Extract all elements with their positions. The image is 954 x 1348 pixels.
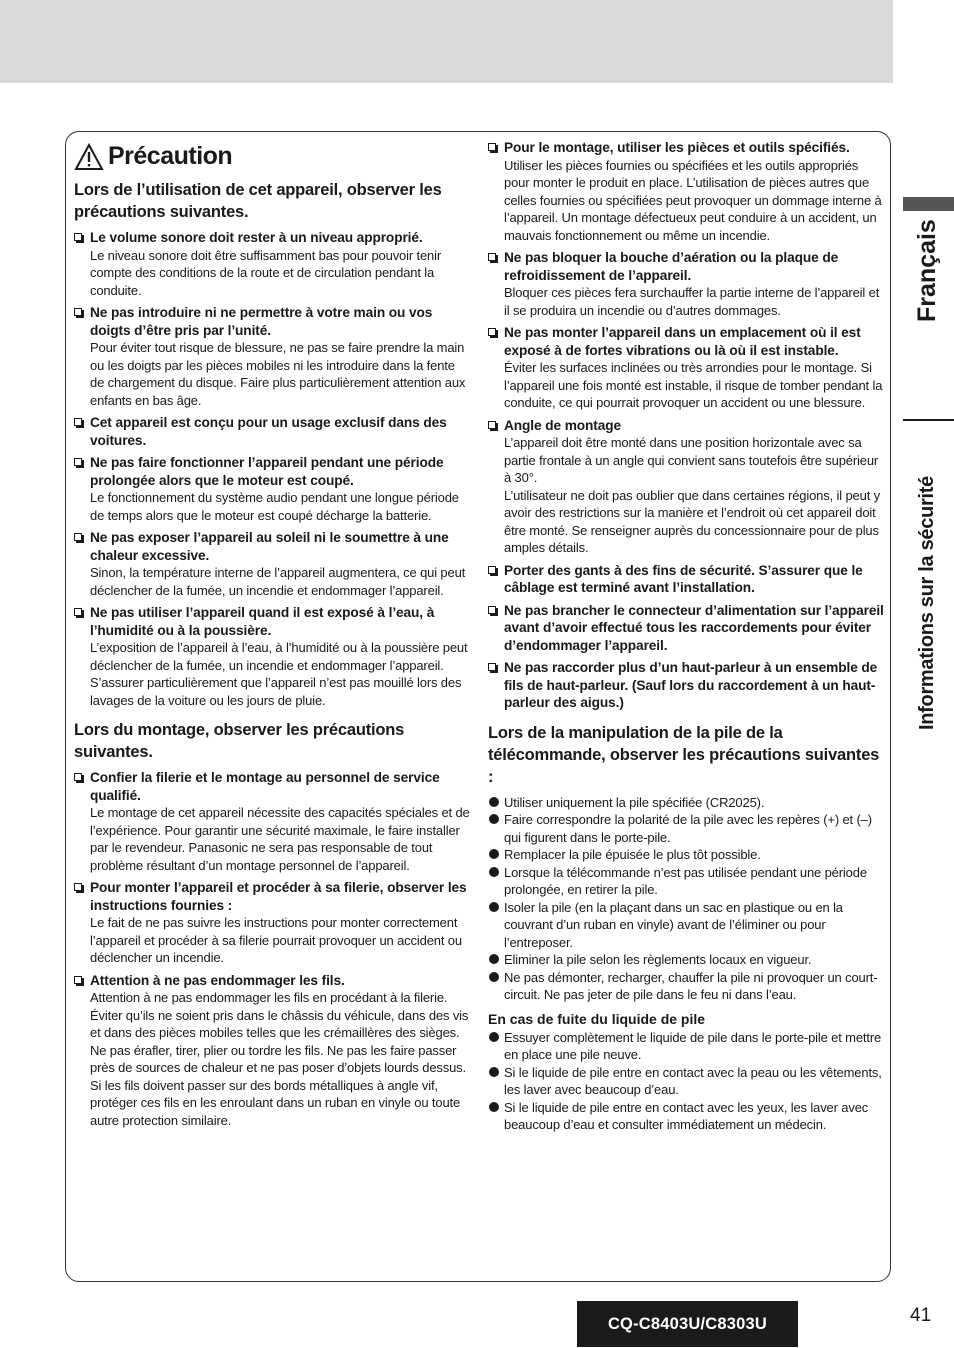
side-tab-language: Français xyxy=(913,219,941,322)
precaution-heading xyxy=(74,529,470,564)
bullet-dot-icon xyxy=(489,954,499,964)
precaution-body: Pour éviter tout risque de blessure, ne pas se faire prendre la main ou les doigts par les pièces mobiles ni les introduire dans la fente de chargement du disque. Faire plus particulièrement attention aux enfants en bas âge. xyxy=(90,340,466,408)
precaution-heading-text: Ne pas raccorder plus d’un haut-parleur à un ensemble de fils de haut-parleur. (Sauf lors du raccordement à un haut-parleur des aigus.) xyxy=(504,660,878,710)
right-column xyxy=(488,139,884,1134)
precaution-body: Le fait de ne pas suivre les instructions pour monter correctement l’appareil et procéder à sa filerie pourrait provoquer un accident ou déclencher un incendie. xyxy=(90,915,462,965)
bullet-item xyxy=(488,794,884,812)
bullet-dot-icon xyxy=(489,849,499,859)
checkbox-bullet-icon xyxy=(488,253,496,261)
checkbox-bullet-icon xyxy=(74,976,82,984)
model-number: CQ-C8403U/C8303U xyxy=(577,1301,798,1347)
checkbox-bullet-icon xyxy=(74,608,82,616)
bullet-item xyxy=(488,1099,884,1134)
precaution-body: Le montage de cet appareil nécessite des capacités spéciales et de l’expérience. Pour garantir une sécurité maximale, le faire installer par le revendeur. Panasonic ne sera pas responsable de tout problème résultant d’un montage personnel de l’appareil. xyxy=(90,805,470,873)
title-row xyxy=(74,142,470,171)
precaution-heading-text: Le volume sonore doit rester à un niveau approprié. xyxy=(90,230,423,245)
precaution-body: L’exposition de l’appareil à l’eau, à l’humidité ou à la poussière peut déclencher de la fumée, un incendie et endommager l’appareil. S’assurer particulièrement que l’appareil n’est pas mouillé lors des lavages de la voiture ou les jours de pluie. xyxy=(90,640,468,708)
bullet-item xyxy=(488,811,884,846)
precaution-body: Éviter les surfaces inclinées ou très arrondies pour le montage. Si l’appareil une fois monté est instable, il risque de tomber pendant la conduite, ce qui pourrait provoquer un accident ou une blessure. xyxy=(504,360,883,410)
precaution-item xyxy=(488,602,884,655)
bullet-item xyxy=(488,1064,884,1099)
precaution-body: Le niveau sonore doit être suffisamment bas pour pouvoir tenir compte des conditions de la route et de circulation pendant la conduite. xyxy=(90,247,442,298)
bullet-text: Faire correspondre la polarité de la pile avec les repères (+) et (–) qui figurent dans le porte-pile. xyxy=(504,812,872,845)
battery-precautions-list xyxy=(488,794,884,1004)
precaution-item xyxy=(488,324,884,412)
precaution-heading xyxy=(488,324,884,359)
checkbox-bullet-icon xyxy=(74,308,82,316)
checkbox-bullet-icon xyxy=(488,606,496,614)
precaution-heading xyxy=(488,249,884,284)
installation-precautions-list xyxy=(488,139,884,712)
precaution-heading xyxy=(74,304,470,339)
precaution-heading xyxy=(74,769,470,804)
bullet-item xyxy=(488,969,884,1004)
checkbox-bullet-icon xyxy=(488,328,496,336)
bullet-text: Si le liquide de pile entre en contact avec la peau ou les vêtements, les laver avec beaucoup d’eau. xyxy=(504,1064,882,1097)
precaution-heading xyxy=(488,602,884,655)
precaution-item xyxy=(74,229,470,299)
bullet-dot-icon xyxy=(489,814,499,824)
section-heading-usage: Lors de l’utilisation de cet appareil, observer les précautions suivantes. xyxy=(74,181,442,221)
precaution-heading-text: Pour le montage, utiliser les pièces et outils spécifiés. xyxy=(504,140,850,155)
precaution-item xyxy=(74,304,470,409)
precaution-heading-text: Attention à ne pas endommager les fils. xyxy=(90,972,345,988)
checkbox-bullet-icon xyxy=(488,663,496,671)
precaution-item xyxy=(74,454,470,524)
bullet-item xyxy=(488,1029,884,1064)
mounting-precautions-list xyxy=(74,769,470,1129)
checkbox-bullet-icon xyxy=(488,143,496,151)
precaution-heading xyxy=(488,139,884,157)
bullet-dot-icon xyxy=(489,902,499,912)
bullet-dot-icon xyxy=(489,797,499,807)
precaution-heading-text: Angle de montage xyxy=(504,417,622,433)
precaution-item xyxy=(74,529,470,599)
precaution-heading-text: Ne pas monter l’appareil dans un emplacement où il est exposé à de fortes vibrations ou là où il est instable. xyxy=(504,325,861,358)
side-tab-section: Informations sur la sécurité xyxy=(916,476,938,730)
section-heading-mounting: Lors du montage, observer les précautions suivantes. xyxy=(74,721,405,761)
bullet-text: Remplacer la pile épuisée le plus tôt possible. xyxy=(504,847,761,862)
bullet-item xyxy=(488,899,884,952)
precaution-heading-text: Pour monter l’appareil et procéder à sa filerie, observer les instructions fournies : xyxy=(90,880,467,913)
precaution-heading-text: Ne pas brancher le connecteur d’alimentation sur l’appareil avant d’avoir effectué tous les raccordements pour éviter d’endommager l’appareil. xyxy=(504,602,884,653)
precaution-item xyxy=(74,972,470,1130)
checkbox-bullet-icon xyxy=(74,458,82,466)
precaution-item xyxy=(488,659,884,712)
checkbox-bullet-icon xyxy=(74,883,82,891)
leak-heading: En cas de fuite du liquide de pile xyxy=(488,1010,706,1027)
precaution-body: Utiliser les pièces fournies ou spécifiées et les outils appropriés pour monter le produit en place. L’utilisation de pièces autres que celles fournies ou spécifiées peut provoquer un dommage interne à l’appareil. Un montage défectueux peut conduire à un accident, un mauvais fonctionnement ou même un incendie. xyxy=(504,157,882,243)
precaution-heading xyxy=(488,659,884,712)
precaution-heading-text: Ne pas bloquer la bouche d’aération ou la plaque de refroidissement de l’appareil. xyxy=(504,250,839,283)
precaution-heading xyxy=(74,972,470,990)
precaution-item xyxy=(74,879,470,967)
precaution-heading-text: Porter des gants à des fins de sécurité. S’assurer que le câblage est terminé avant l’installation. xyxy=(504,562,863,595)
precaution-item xyxy=(488,417,884,557)
checkbox-bullet-icon xyxy=(74,418,82,426)
side-tab-bar xyxy=(903,197,954,211)
left-column xyxy=(74,142,470,1134)
bullet-dot-icon xyxy=(489,1067,499,1077)
bullet-text: Essuyer complètement le liquide de pile dans le porte-pile et mettre en place une pile neuve. xyxy=(504,1029,882,1062)
precaution-heading xyxy=(488,562,884,597)
precaution-item xyxy=(488,249,884,319)
precaution-heading xyxy=(488,417,884,435)
bullet-dot-icon xyxy=(489,1102,499,1112)
checkbox-bullet-icon xyxy=(74,533,82,541)
header-band xyxy=(0,0,893,83)
page-number: 41 xyxy=(910,1305,932,1326)
precaution-heading-text: Ne pas exposer l’appareil au soleil ni le soumettre à une chaleur excessive. xyxy=(90,530,449,563)
bullet-dot-icon xyxy=(489,972,499,982)
checkbox-bullet-icon xyxy=(488,566,496,574)
usage-precautions-list xyxy=(74,229,470,709)
leak-precautions-list xyxy=(488,1029,884,1134)
precaution-body: Le fonctionnement du système audio pendant une longue période de temps alors que le moteur est coupé décharge la batterie. xyxy=(90,490,459,523)
precaution-heading-text: Ne pas utiliser l’appareil quand il est exposé à l’eau, à l’humidité ou à la poussière. xyxy=(90,605,435,638)
page-title: Précaution xyxy=(108,142,233,170)
precaution-heading-text: Cet appareil est conçu pour un usage exclusif dans des voitures. xyxy=(90,415,447,448)
precaution-heading xyxy=(74,414,470,449)
precaution-heading xyxy=(74,229,470,247)
bullet-text: Utiliser uniquement la pile spécifiée (CR2025). xyxy=(504,794,765,810)
precaution-heading xyxy=(74,454,470,489)
side-tab-divider xyxy=(903,419,954,421)
precaution-item xyxy=(74,604,470,709)
bullet-item xyxy=(488,951,884,969)
section-heading-battery: Lors de la manipulation de la pile de la télécommande, observer les précautions suivantes : xyxy=(488,723,880,786)
precaution-heading-text: Ne pas faire fonctionner l’appareil pendant une période prolongée alors que le moteur est coupé. xyxy=(90,455,444,488)
bullet-text: Lorsque la télécommande n’est pas utilisée pendant une période prolongée, en retirer la pile. xyxy=(504,864,867,897)
bullet-text: Eliminer la pile selon les règlements locaux en vigueur. xyxy=(504,952,812,967)
precaution-item xyxy=(488,562,884,597)
bullet-item xyxy=(488,846,884,864)
bullet-text: Ne pas démonter, recharger, chauffer la pile ni provoquer un court-circuit. Ne pas jeter de pile dans le feu ni dans l’eau. xyxy=(504,969,878,1002)
bullet-item xyxy=(488,864,884,899)
precaution-body: Sinon, la température interne de l’appareil augmentera, ce qui peut déclencher de la fumée, un incendie et endommager l’appareil. xyxy=(90,565,466,598)
precaution-item xyxy=(74,769,470,874)
precaution-body: L’appareil doit être monté dans une position horizontale avec sa partie frontale à un angle qui convient sans toutefois être supérieur à 30°. L’utilisateur ne doit pas oublier que dans certaines régions, il peut y avoir des restrictions sur la manière et l’endroit où cet appareil doit être monté. Se renseigner auprès du concessionnaire pour de plus amples détails. xyxy=(504,435,880,555)
precaution-heading xyxy=(74,604,470,639)
precaution-heading xyxy=(74,879,470,914)
precaution-body: Attention à ne pas endommager les fils en procédant à la filerie. Éviter qu’ils ne soient pris dans le châssis du véhicule, dans des vis et dans des pièces mobiles telles que les crémaillères des sièges. Ne pas érafler, tirer, plier ou tordre les fils. Ne pas les faire passer près de sources de chaleur et ne pas poser d’objets lourds dessus. Si les fils doivent passer sur des bords métalliques à angle vif, protéger ces fils en les enroulant dans un ruban en vinyle ou toute autre protection similaire. xyxy=(90,990,469,1128)
bullet-dot-icon xyxy=(489,1032,499,1042)
bullet-text: Isoler la pile (en la plaçant dans un sac en plastique ou en la couvrant d’un ruban en vinyle) avant de l’éliminer ou pour l’entreposer. xyxy=(504,899,843,950)
precaution-heading-text: Confier la filerie et le montage au personnel de service qualifié. xyxy=(90,770,440,803)
precaution-item xyxy=(488,139,884,244)
bullet-dot-icon xyxy=(489,867,499,877)
checkbox-bullet-icon xyxy=(488,421,496,429)
precaution-body: Bloquer ces pièces fera surchauffer la partie interne de l’appareil et il se produira un incendie ou d’autres dommages. xyxy=(504,285,880,318)
warning-icon xyxy=(74,143,104,171)
checkbox-bullet-icon xyxy=(74,233,82,241)
bullet-text: Si le liquide de pile entre en contact avec les yeux, les laver avec beaucoup d’eau et consulter immédiatement un médecin. xyxy=(504,1099,869,1132)
precaution-item xyxy=(74,414,470,449)
precaution-heading-text: Ne pas introduire ni ne permettre à votre main ou vos doigts d’être pris par l’unité. xyxy=(90,305,433,338)
checkbox-bullet-icon xyxy=(74,773,82,781)
